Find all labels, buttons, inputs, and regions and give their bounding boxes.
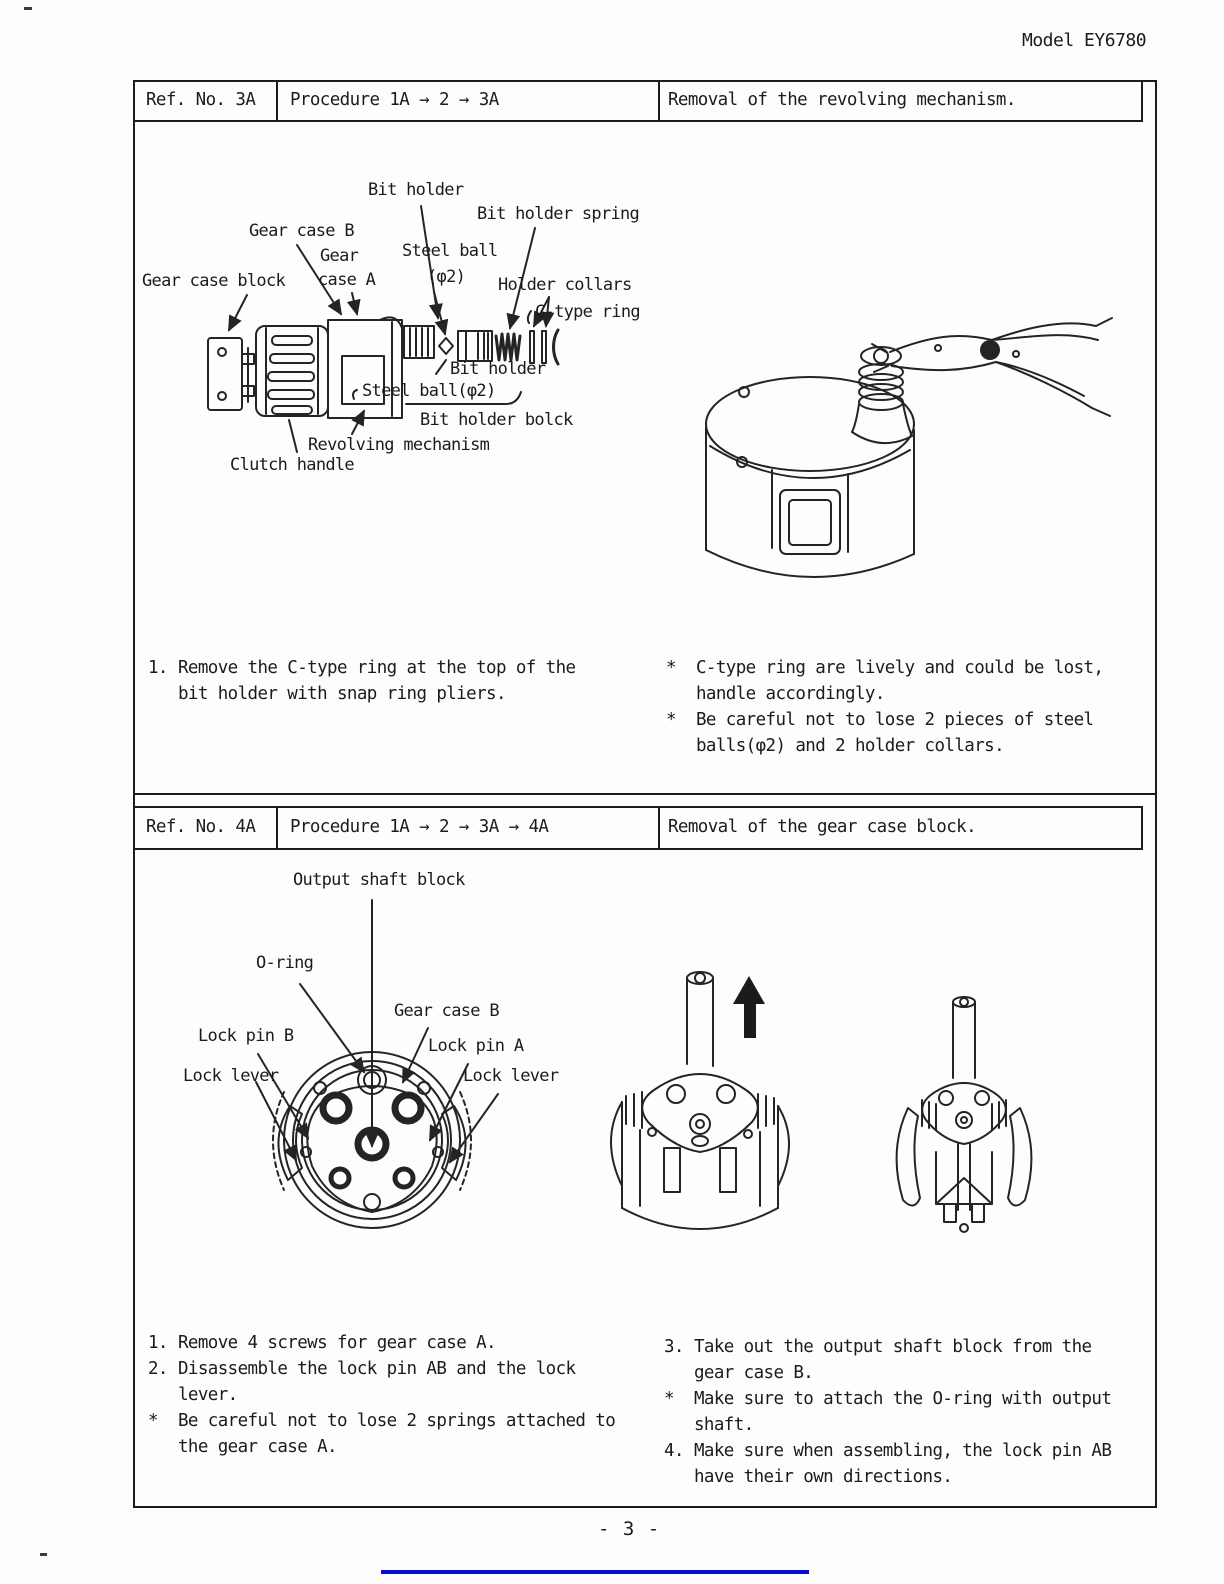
label-gear-case-b-2: Gear case B — [394, 1001, 499, 1021]
pullout-illustration — [611, 972, 789, 1229]
label-lock-lever-right: Lock lever — [463, 1066, 559, 1086]
label-revolving-mechanism: Revolving mechanism — [308, 435, 490, 455]
label-lock-pin-a: Lock pin A — [428, 1036, 524, 1056]
title-4a: Removal of the gear case block. — [668, 817, 977, 837]
procedure-3a: Procedure 1A → 2 → 3A — [290, 90, 499, 110]
note-item: * C-type ring are lively and could be lost, handle accordingly. — [666, 658, 1104, 704]
procedure-4a: Procedure 1A → 2 → 3A → 4A — [290, 817, 549, 837]
note-item: * Make sure to attach the O-ring with output shaft. — [664, 1389, 1112, 1435]
label-bit-holder-bolck: Bit holder bolck — [420, 410, 573, 430]
up-arrow-icon — [733, 976, 765, 1038]
output-shaft-block-illustration — [897, 997, 1032, 1232]
label-bit-holder-2: Bit holder — [450, 359, 546, 379]
label-lock-pin-b: Lock pin B — [198, 1026, 294, 1046]
model-number: Model EY6780 — [1022, 30, 1147, 51]
steps-4a-left — [148, 1330, 615, 1460]
step-item: 1. Remove 4 screws for gear case A. — [148, 1333, 496, 1353]
label-steel-ball-bottom: Steel ball(φ2) — [362, 381, 496, 401]
label-gear-case-b: Gear case B — [249, 221, 354, 241]
label-o-ring: O-ring — [256, 953, 314, 973]
note-item: * Be careful not to lose 2 pieces of steel balls(φ2) and 2 holder collars. — [666, 710, 1094, 756]
ref-no-3a: Ref. No. 3A — [146, 90, 256, 110]
label-steel-ball-1: Steel ball — [402, 241, 498, 261]
label-bit-holder: Bit holder — [368, 180, 464, 200]
label-bit-holder-spring: Bit holder spring — [477, 204, 640, 224]
label-clutch-handle: Clutch handle — [230, 455, 354, 475]
label-output-shaft-block: Output shaft block — [293, 870, 465, 890]
label-gear-case-a-1: Gear — [320, 246, 359, 266]
ref-no-4a: Ref. No. 4A — [146, 817, 256, 837]
title-3a: Removal of the revolving mechanism. — [668, 90, 1016, 110]
steps-4a-right — [664, 1334, 1111, 1490]
notes-3a — [666, 655, 1103, 759]
step-item: 4. Make sure when assembling, the lock pin AB have their own directions. — [664, 1441, 1112, 1487]
pliers-illustration — [706, 318, 1112, 577]
label-steel-ball-2: (φ2) — [427, 267, 466, 287]
label-c-type-ring: C-type ring — [535, 302, 640, 322]
label-gear-case-a-2: case A — [318, 270, 376, 290]
label-holder-collars: Holder collars — [498, 275, 632, 295]
label-lock-lever-left: Lock lever — [183, 1066, 279, 1086]
label-gear-case-block: Gear case block — [142, 271, 286, 291]
step-item: 1. Remove the C-type ring at the top of the bit holder with snap ring pliers. — [148, 658, 576, 704]
step-item: 2. Disassemble the lock pin AB and the lock lever. — [148, 1359, 576, 1405]
steps-3a — [148, 655, 575, 707]
page-number: - 3 - — [598, 1518, 661, 1540]
note-item: * Be careful not to lose 2 springs attached to the gear case A. — [148, 1411, 616, 1457]
step-item: 3. Take out the output shaft block from the gear case B. — [664, 1337, 1092, 1383]
